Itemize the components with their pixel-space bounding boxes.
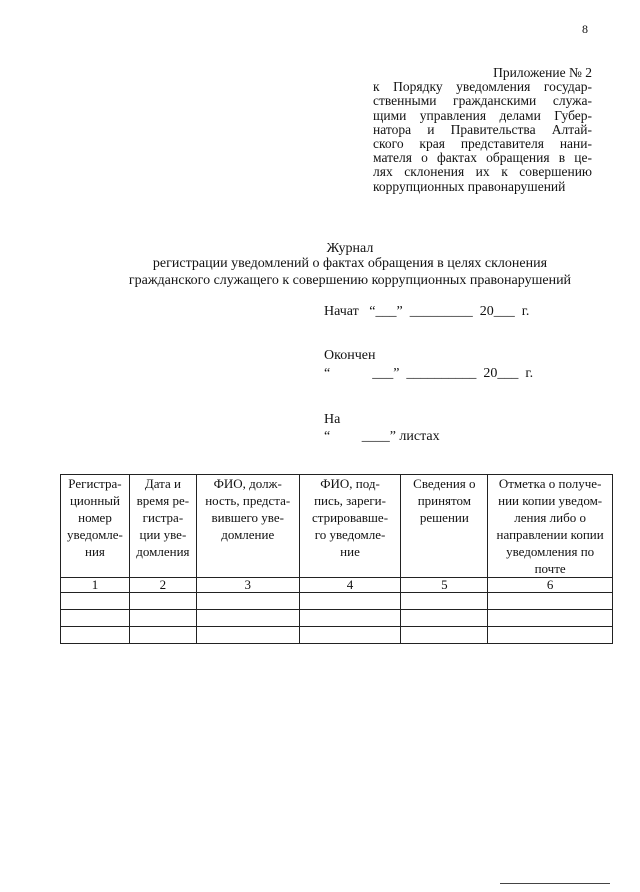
finished-label: Окончен bbox=[324, 348, 376, 363]
table-cell bbox=[401, 593, 488, 610]
registration-table bbox=[60, 474, 613, 644]
table-row bbox=[61, 610, 613, 627]
journal-subtitle-line: гражданского служащего к совершению коррупционных правонарушений bbox=[128, 273, 572, 288]
finished-date-line: “ ___” __________ 20___ г. bbox=[324, 366, 534, 381]
column-number: 2 bbox=[129, 578, 196, 593]
table-row bbox=[61, 627, 613, 644]
header-registration-number: Регистра- ционный номер уведомле- ния bbox=[61, 475, 130, 578]
appendix-text bbox=[373, 80, 592, 194]
table-cell bbox=[299, 627, 401, 644]
column-number: 3 bbox=[196, 578, 299, 593]
appendix-line: ского края представителя нани- bbox=[373, 136, 592, 152]
table-cell bbox=[299, 593, 401, 610]
page-number: 8 bbox=[582, 22, 588, 36]
journal-title: Журнал bbox=[326, 241, 374, 256]
table-cell bbox=[299, 610, 401, 627]
journal-subtitle bbox=[0, 255, 640, 289]
appendix-line: щими управления делами Губер- bbox=[373, 107, 592, 123]
sheets-label: На bbox=[324, 412, 341, 427]
header-copy-mark: Отметка о получе- нии копии уведом- ления либо о направлении копии уведомления по почте bbox=[488, 475, 613, 578]
appendix-title: Приложение № 2 bbox=[493, 65, 592, 80]
table-cell bbox=[196, 627, 299, 644]
table-cell bbox=[196, 610, 299, 627]
table-cell bbox=[488, 627, 613, 644]
table-row bbox=[61, 593, 613, 610]
column-number: 5 bbox=[401, 578, 488, 593]
header-decision-info: Сведения о принятом решении bbox=[401, 475, 488, 578]
header-submitter-name: ФИО, долж- ность, предста- вившего уве- домление bbox=[196, 475, 299, 578]
table-cell bbox=[129, 627, 196, 644]
appendix-header bbox=[373, 66, 592, 194]
journal-subtitle-line: регистрации уведомлений о фактах обращения в целях склонения bbox=[152, 256, 548, 271]
table-cell bbox=[401, 610, 488, 627]
table-cell bbox=[488, 610, 613, 627]
appendix-line: натора и Правительства Алтай- bbox=[373, 121, 592, 137]
header-registrar-name: ФИО, под- пись, зареги- стрировавше- го уведомле- ние bbox=[299, 475, 401, 578]
footer-divider bbox=[500, 883, 610, 884]
table-cell bbox=[196, 593, 299, 610]
appendix-line: ственными гражданскими служа- bbox=[373, 93, 592, 109]
table-cell bbox=[61, 593, 130, 610]
table-cell bbox=[61, 627, 130, 644]
header-registration-date: Дата и время ре- гистра- ции уве- домления bbox=[129, 475, 196, 578]
column-number: 6 bbox=[488, 578, 613, 593]
column-number: 1 bbox=[61, 578, 130, 593]
appendix-line: лях склонения их к совершению bbox=[373, 164, 592, 180]
started-date-line: Начат “___” _________ 20___ г. bbox=[324, 304, 530, 319]
appendix-line: мателя о фактах обращения в це- bbox=[373, 150, 592, 166]
appendix-line: коррупционных правонарушений bbox=[373, 178, 566, 194]
table-cell bbox=[61, 610, 130, 627]
table-cell bbox=[488, 593, 613, 610]
sheets-count-line: “ ____” листах bbox=[324, 429, 440, 444]
column-number-row bbox=[61, 578, 613, 593]
table-cell bbox=[129, 610, 196, 627]
column-number: 4 bbox=[299, 578, 401, 593]
table-header-row bbox=[61, 475, 613, 578]
appendix-line: к Порядку уведомления государ- bbox=[373, 79, 592, 95]
table-cell bbox=[401, 627, 488, 644]
table-cell bbox=[129, 593, 196, 610]
